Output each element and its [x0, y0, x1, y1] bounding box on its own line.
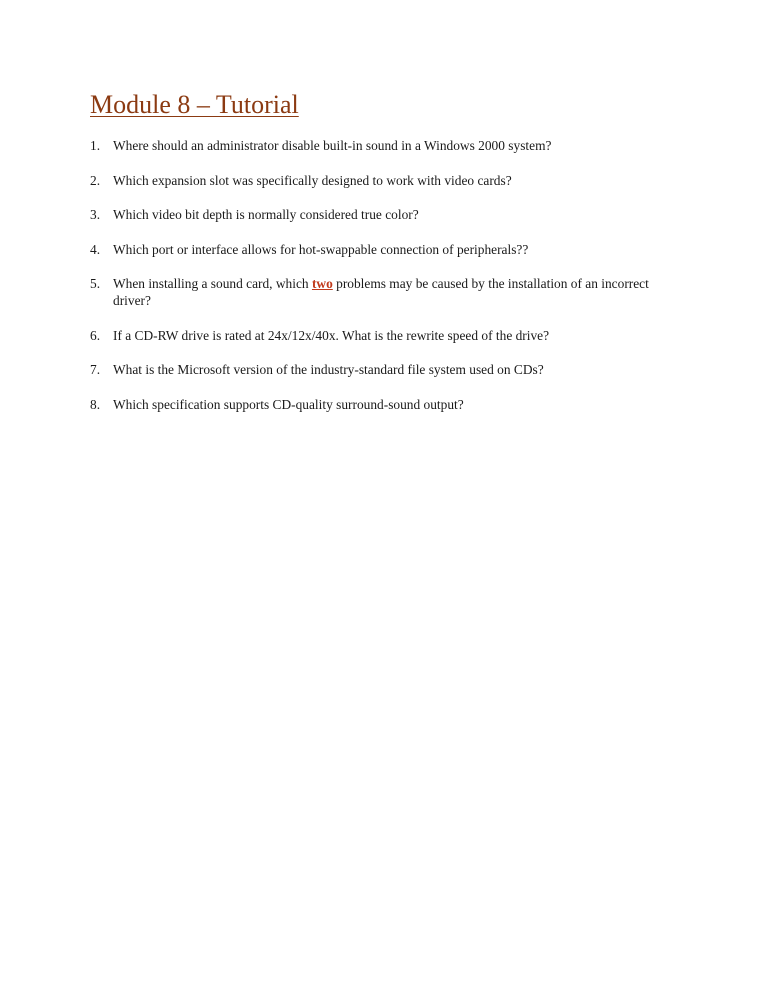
question-text-after: problems may be caused by the installation of an incorrect driver? [113, 276, 649, 308]
question-number: 4. [90, 241, 101, 257]
question-item-8 [90, 396, 680, 413]
question-text [113, 275, 680, 309]
question-item-4 [90, 241, 680, 258]
question-number: 2. [90, 172, 101, 188]
question-number: 1. [90, 138, 101, 153]
question-text: Where should an administrator disable built-in sound in a Windows 2000 system? [113, 138, 552, 153]
question-item-2 [90, 172, 680, 189]
question-text-before: When installing a sound card, which [113, 276, 312, 291]
question-text: Which specification supports CD-quality surround-sound output? [113, 396, 464, 412]
question-text: Which port or interface allows for hot-swappable connection of peripherals?? [113, 241, 529, 257]
question-list [90, 137, 680, 430]
question-number: 8. [90, 396, 101, 412]
question-item-7 [90, 361, 680, 378]
question-item-3 [90, 206, 680, 223]
question-number: 5. [90, 276, 101, 291]
page-title: Module 8 – Tutorial [90, 90, 299, 119]
emphasized-word: two [311, 276, 333, 291]
question-text: Which video bit depth is normally considered true color? [113, 207, 419, 222]
question-item-1 [90, 137, 680, 154]
question-item-6 [90, 327, 680, 344]
question-number: 6. [90, 327, 101, 343]
question-number: 7. [90, 362, 101, 377]
question-text: If a CD-RW drive is rated at 24x/12x/40x. What is the rewrite speed of the drive? [113, 327, 550, 343]
question-item-5 [90, 275, 680, 309]
question-text: What is the Microsoft version of the industry-standard file system used on CDs? [113, 362, 544, 377]
question-number: 3. [90, 207, 101, 222]
question-text: Which expansion slot was specifically designed to work with video cards? [113, 172, 512, 188]
